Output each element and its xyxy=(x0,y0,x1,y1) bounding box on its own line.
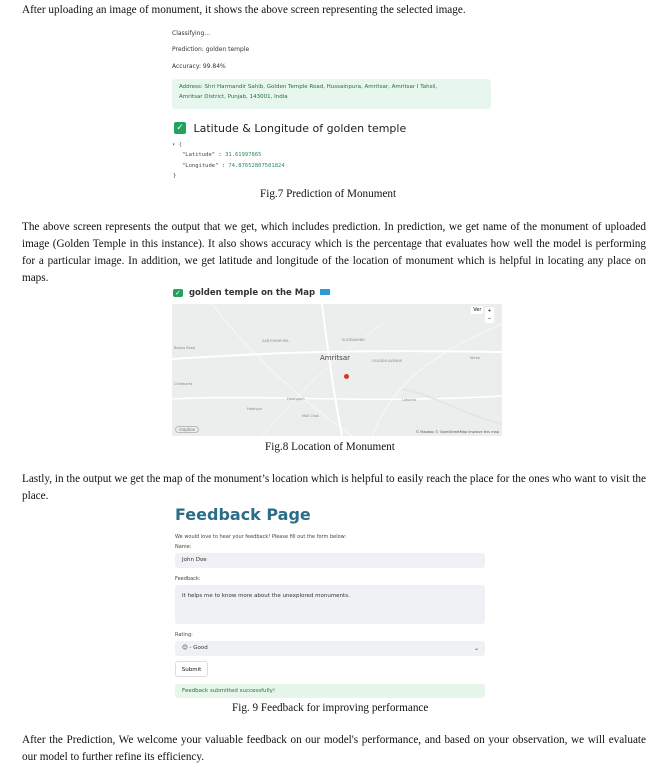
map-label: Fatehgarh xyxy=(287,397,305,401)
accuracy-text: Accuracy: 99.84% xyxy=(172,63,226,70)
collapse-arrow-icon[interactable]: ▾ xyxy=(172,142,176,148)
check-icon: ✓ xyxy=(174,122,186,134)
chevron-down-icon: ⌄ xyxy=(473,645,479,652)
rating-value: 😊 - Good xyxy=(182,645,208,651)
paragraph-prediction: The above screen represents the output that we get, which includes prediction. In prediction, we get name of the monument of uploaded image (Golden Temple in this instance). It also shows accuracy which is the percentage that evaluates how well the model is performing for a particular image. In addition, we get latitude and longitude of the location of monument which is helpful in locating any place on maps. xyxy=(22,221,646,284)
map-label: SANTOKHPURA xyxy=(262,339,289,343)
view-label[interactable]: Ver xyxy=(473,307,482,313)
json-close: } xyxy=(173,173,177,179)
map-label: Fatehpur xyxy=(247,407,263,411)
submit-button[interactable]: Submit xyxy=(175,661,208,677)
location-pin-icon[interactable] xyxy=(344,374,349,379)
rating-select[interactable] xyxy=(175,641,485,656)
address-line-2: Amritsar District, Punjab, 143001, India xyxy=(179,94,288,100)
status-text: Classifying... xyxy=(172,30,211,37)
figure-7-caption: Fig.7 Prediction of Monument xyxy=(260,188,397,200)
map-label: Mall Chak xyxy=(302,414,320,418)
map-view[interactable] xyxy=(172,304,502,436)
map-label: Verka xyxy=(470,356,480,360)
map-label: GOLDEN AVENUE xyxy=(372,359,403,363)
map-heading: golden temple on the Map xyxy=(188,288,316,298)
latlng-heading: Latitude & Longitude of golden temple xyxy=(193,121,407,135)
lng-key: "Longitude" xyxy=(182,163,219,169)
lat-key: "Latitude" xyxy=(182,152,216,158)
city-label: Amritsar xyxy=(320,354,350,362)
zoom-in-button[interactable]: + xyxy=(487,308,492,314)
success-message: Feedback submitted successfully! xyxy=(175,684,485,698)
address-line-1: Address: Shri Harmandir Sahib, Golden Temple Road, Hussainpura, Amritsar, Amritsar I Tahsil, xyxy=(179,84,438,90)
paragraph-feedback: After the Prediction, We welcome your valuable feedback on our model's performance, and based on your observation, we will evaluate our model to further refine its efficiency. xyxy=(22,734,646,763)
mapbox-logo: mapbox xyxy=(175,426,199,433)
feedback-textarea[interactable]: It helps me to know more about the unexplored monuments. xyxy=(175,585,485,624)
address-box xyxy=(172,79,491,109)
map-controls xyxy=(471,307,494,323)
flag-icon xyxy=(320,289,330,295)
map-roads xyxy=(172,304,502,436)
paragraph-map: Lastly, in the output we get the map of the monument’s location which is helpful to easily reach the place for the ones who want to visit the place. xyxy=(22,473,646,502)
check-icon: ✓ xyxy=(173,289,183,297)
json-viewer: ▾ { "Latitude" : 31.61997865 "Longitude" : 74.87652807501824 } xyxy=(172,142,285,179)
prediction-text: Prediction: golden temple xyxy=(172,46,250,53)
figure-9-caption: Fig. 9 Feedback for improving performance xyxy=(232,702,429,714)
latlng-heading-row xyxy=(174,121,406,135)
intro-text: After uploading an image of monument, it shows the above screen representing the selected image. xyxy=(22,4,466,16)
map-heading-row xyxy=(173,288,330,298)
map-attribution[interactable]: © Mapbox © OpenStreetMap Improve this map xyxy=(415,430,499,434)
name-input[interactable]: John Doe xyxy=(175,553,485,568)
feedback-label: Feedback: xyxy=(175,576,201,582)
map-label: Loharka xyxy=(402,398,416,402)
rating-label: Rating: xyxy=(175,632,193,638)
map-label: Batala Road xyxy=(174,346,196,350)
zoom-out-button[interactable]: − xyxy=(487,316,492,322)
feedback-title: Feedback Page xyxy=(175,505,311,524)
feedback-intro: We would love to hear your feedback! Please fill out the form below: xyxy=(175,534,347,540)
figure-8-caption: Fig.8 Location of Monument xyxy=(265,441,395,453)
lat-value: 31.61997865 xyxy=(225,152,262,158)
map-label: Chheharta xyxy=(174,382,193,386)
lng-value: 74.87652807501824 xyxy=(228,163,285,169)
json-open: { xyxy=(178,142,182,148)
name-label: Name: xyxy=(175,544,192,550)
map-label: SULTANWIND xyxy=(342,338,365,342)
